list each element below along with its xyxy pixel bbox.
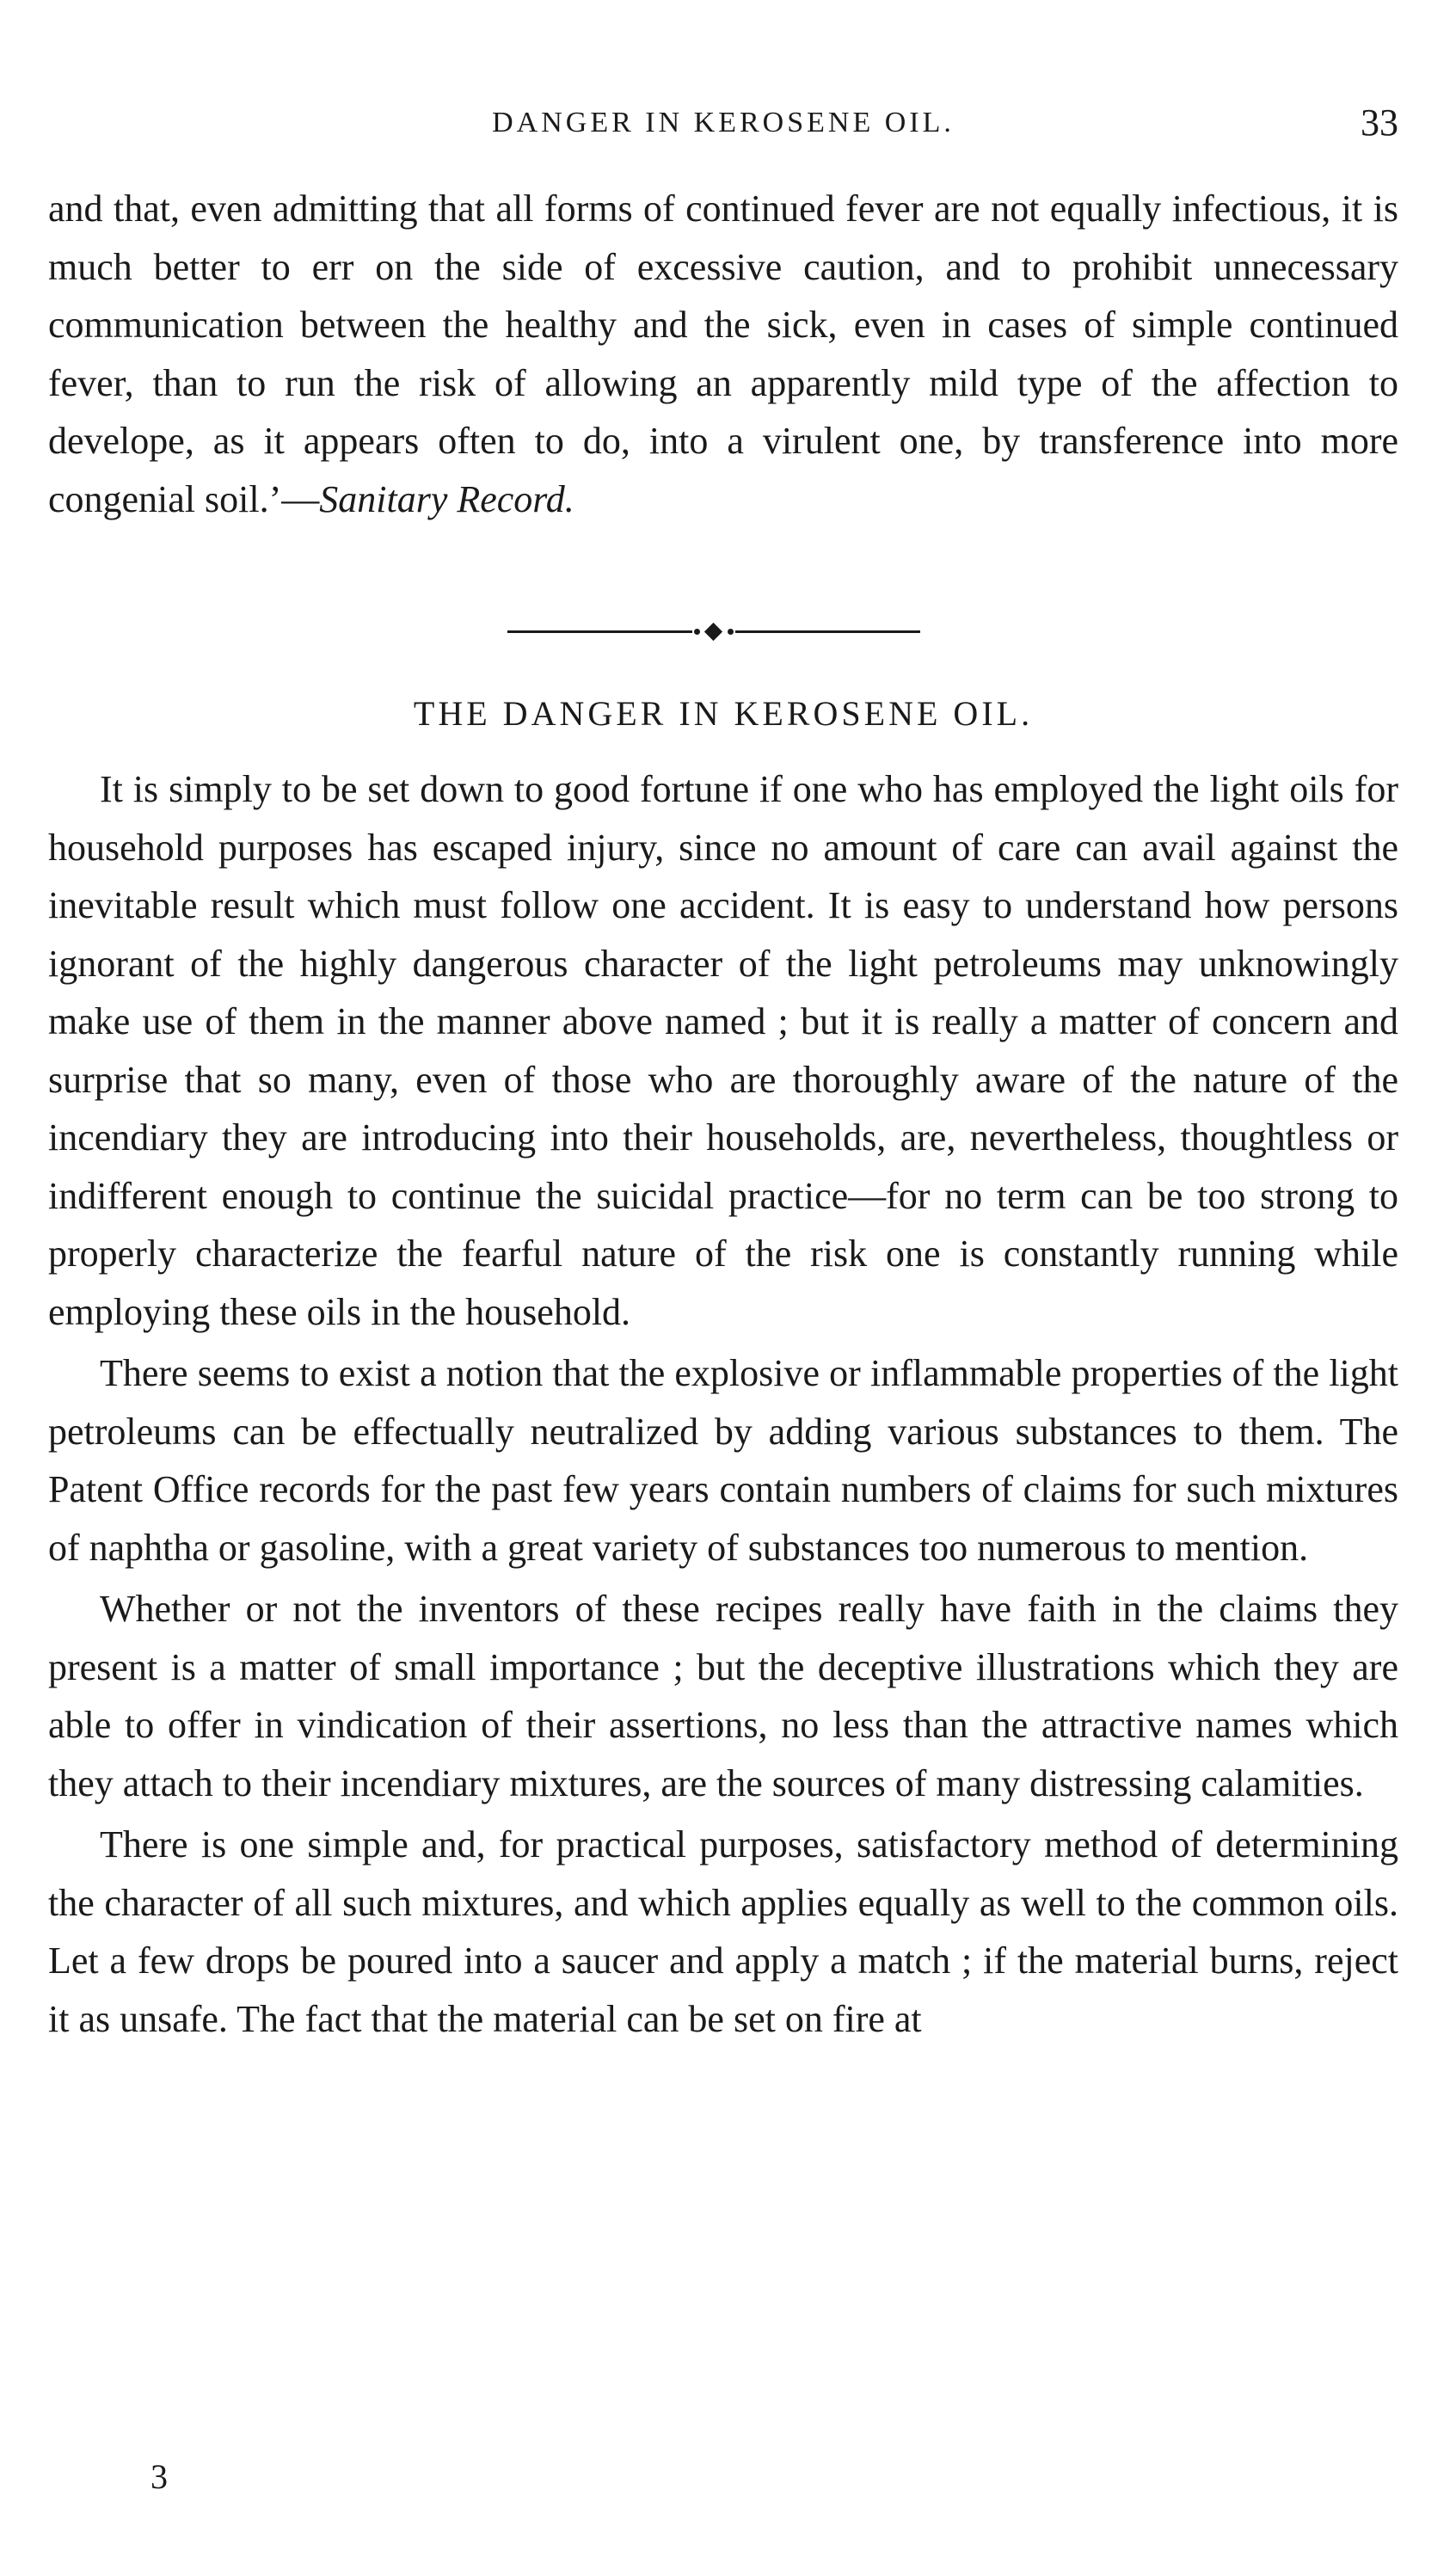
signature-mark: 3 (151, 2457, 168, 2496)
section-heading: THE DANGER IN KEROSENE OIL. (413, 694, 1034, 733)
divider-diamond (704, 623, 722, 641)
article-paragraph: There seems to exist a notion that the explosive or inflammable properties of the light petroleums can be effectually neutralized by adding various substances to them. The Patent Office records for the past few years contain numbers of claims for such mixtures of naphtha or gasoline, with a great variety of substances too numerous to mention. (48, 1352, 1398, 1569)
divider-dot-right (728, 629, 734, 635)
continued-paragraph (48, 180, 1398, 528)
page-number: 33 (1361, 101, 1398, 144)
article-paragraph: Whether or not the inventors of these recipes really have faith in the claims they present is a matter of small importance ; but the deceptive illustrations which they are able to offer in vindication of their assertions, no less than the attractive names which they attach to their incendiary mixtures, are the sources of many distressing calamities. (48, 1588, 1398, 1804)
article-paragraph: It is simply to be set down to good fortune if one who has employed the light oils for household purposes has escaped injury, since no amount of care can avail against the inevitable result which must follow one accident. It is easy to understand how persons ignorant of the highly dangerous character of the light petroleums may unknowingly make use of them in the manner above named ; but it is really a matter of concern and surprise that so many, even of those who are thoroughly aware of the nature of the incendiary they are introducing into their households, are, nevertheless, thoughtless or indifferent enough to continue the suicidal practice—for no term can be too strong to properly characterize the fearful nature of the risk one is constantly running while employing these oils in the household. (48, 768, 1398, 1333)
section-divider-ornament (507, 619, 920, 645)
divider-rule-right (735, 630, 920, 633)
divider-rule-left (507, 630, 692, 633)
running-title: DANGER IN KEROSENE OIL. (492, 107, 955, 138)
source-citation: Sanitary Record. (319, 477, 574, 520)
divider-dot-left (694, 629, 700, 635)
article-paragraph: There is one simple and, for practical purposes, satisfactory method of determining the character of all such mixtures, and which applies equally as well to the common oils. Let a few drops be poured into a saucer and apply a match ; if the material burns, reject it as unsafe. The fact that the material can be set on fire at (48, 1823, 1398, 2040)
continued-text (48, 180, 1398, 528)
running-head (48, 101, 1398, 144)
continued-paragraph-text: and that, even admitting that all forms of continued fever are not equally infectious, it is much better to err on the side of excessive caution, and to prohibit unnecessary communication between the healthy and the sick, even in cases of simple continued fever, than to run the risk of allowing an apparently mild type of the affection to develope, as it appears often to do, into a virulent one, by transference into more congenial soil.’— (48, 187, 1398, 520)
article-body (48, 760, 1398, 2048)
